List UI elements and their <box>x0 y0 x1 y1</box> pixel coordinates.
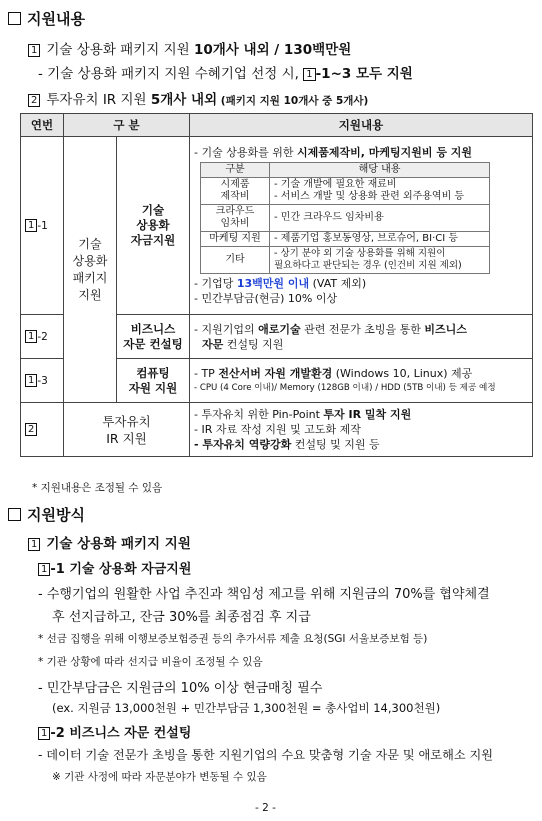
item-number: 1 <box>303 68 315 81</box>
section-title-support-method: 지원방식 <box>8 504 85 525</box>
header-category: 구 분 <box>64 114 190 137</box>
support-content-table <box>20 113 533 457</box>
row-content: - 지원기업의 애로기술 관련 전문가 초빙을 통한 비즈니스 자문 컨설팅 지원 <box>190 315 533 359</box>
table-header-row <box>21 114 533 137</box>
expense-detail-table <box>200 162 490 274</box>
row-number: 1 -1 <box>21 137 64 315</box>
item-number: 1 <box>28 44 40 57</box>
row-number: 2 <box>21 403 64 457</box>
category-label: 컴퓨팅 자원 지원 <box>117 359 190 403</box>
paragraph: - 데이터 기술 전문가 초빙을 통한 지원기업의 수요 맞춤형 기술 자문 및 애로해소 지원 <box>38 748 494 762</box>
paragraph: - 수행기업의 원활한 사업 추진과 책임성 제고를 위해 지원금의 70%를 협약체결 <box>38 587 490 602</box>
table-note: * 지원내용은 조정될 수 있음 <box>32 482 163 494</box>
header-number: 연번 <box>21 114 64 137</box>
row-content: - TP 전산서버 자원 개발환경 (Windows 10, Linux) 제공 - CPU (4 Core 이내)/ Memory (128GB 이내) / HDD (5TB 이내) 등 제공 예정 <box>190 359 533 403</box>
subitem-funding: 1 -1 기술 상용화 자금지원 <box>38 558 191 577</box>
section-title-support-content: 지원내용 <box>8 8 85 29</box>
inner-row: 기타 - 상기 분야 외 기술 상용화를 위해 지원이 필요하다고 판단되는 경우 (인건비 지원 제외) <box>201 247 490 274</box>
table-row <box>21 403 533 457</box>
row-number: 1 -2 <box>21 315 64 359</box>
inner-header-row: 구분 해당 내용 <box>201 163 490 178</box>
header-content: 지원내용 <box>190 114 533 137</box>
inner-row: 크라우드 임차비 - 민간 크라우드 임차비용 <box>201 205 490 232</box>
paragraph: 후 선지급하고, 잔금 30%를 최종점검 후 지급 <box>52 610 311 625</box>
inner-row: 시제품 제작비 - 기술 개발에 필요한 재료비 - 서비스 개발 및 상용화 관련 외주용역비 등 <box>201 178 490 205</box>
row-content: - 기술 상용화를 위한 시제품제작비, 마케팅지원비 등 지원 구분 해당 내용 시제품 제작비 - 기술 개발에 필요한 재료비 - 서비스 개발 및 상용화 관련 외주용역비 등 크라우드 임차비 - 민간 크라우드 임차비용 마케팅 지원 - 제품기업 홍보동영상, 브로슈어, BI·CI 등 기타 - 상기 분야 외 기술 상용화를 위해 지원이 필요하다고 판단되는 경우 (인건비 지원 제외) - 기업당 13백만원 이내 (VAT 제외) - 민간부담금(현금) 10% 이상 <box>190 137 533 315</box>
table-row <box>21 137 533 315</box>
category-label: 투자유치 IR 지원 <box>64 403 190 457</box>
item-tech-package-method: 1 기술 상용화 패키지 지원 <box>28 532 191 552</box>
category-label: 기술 상용화 자금지원 <box>117 137 190 315</box>
note: * 선금 집행을 위해 이행보증보험증권 등의 추가서류 제출 요청(SGI 서울보증보험 등) <box>38 633 428 645</box>
item-number: 1 <box>38 727 50 740</box>
note: ※ 기관 사정에 따라 자문분야가 변동될 수 있음 <box>52 771 267 783</box>
item-tech-package-note: - 기술 상용화 패키지 지원 수혜기업 선정 시, 1 -1~3 모두 지원 <box>38 66 413 82</box>
row-number: 1 -3 <box>21 359 64 403</box>
square-bullet-icon <box>8 12 21 25</box>
square-bullet-icon <box>8 508 21 521</box>
note: * 기관 상황에 따라 선지급 비율이 조정될 수 있음 <box>38 656 263 668</box>
item-number: 1 <box>28 538 40 551</box>
row-content: - 투자유치 위한 Pin-Point 투자 IR 밀착 지원 - IR 자료 작성 지원 및 고도화 제작 - 투자유치 역량강화 컨설팅 및 지원 등 <box>190 403 533 457</box>
item-number: 1 <box>38 563 50 576</box>
item-number: 2 <box>28 94 40 107</box>
group-label: 기술 상용화 패키지 지원 <box>64 137 117 403</box>
item-tech-package: 1 기술 상용화 패키지 지원 10개사 내외 / 130백만원 <box>28 38 351 58</box>
paragraph: - 민간부담금은 지원금의 10% 이상 현금매칭 필수 <box>38 681 323 696</box>
subitem-consulting: 1 -2 비즈니스 자문 컨설팅 <box>38 722 191 741</box>
inner-row: 마케팅 지원 - 제품기업 홍보동영상, 브로슈어, BI·CI 등 <box>201 232 490 247</box>
page-number: - 2 - <box>255 802 276 814</box>
example: (ex. 지원금 13,000천원 + 민간부담금 1,300천원 = 총사업비 14,300천원) <box>52 701 441 715</box>
item-ir-support: 2 투자유치 IR 지원 5개사 내외 (패키지 지원 10개사 중 5개사) <box>28 88 368 108</box>
category-label: 비즈니스 자문 컨설팅 <box>117 315 190 359</box>
